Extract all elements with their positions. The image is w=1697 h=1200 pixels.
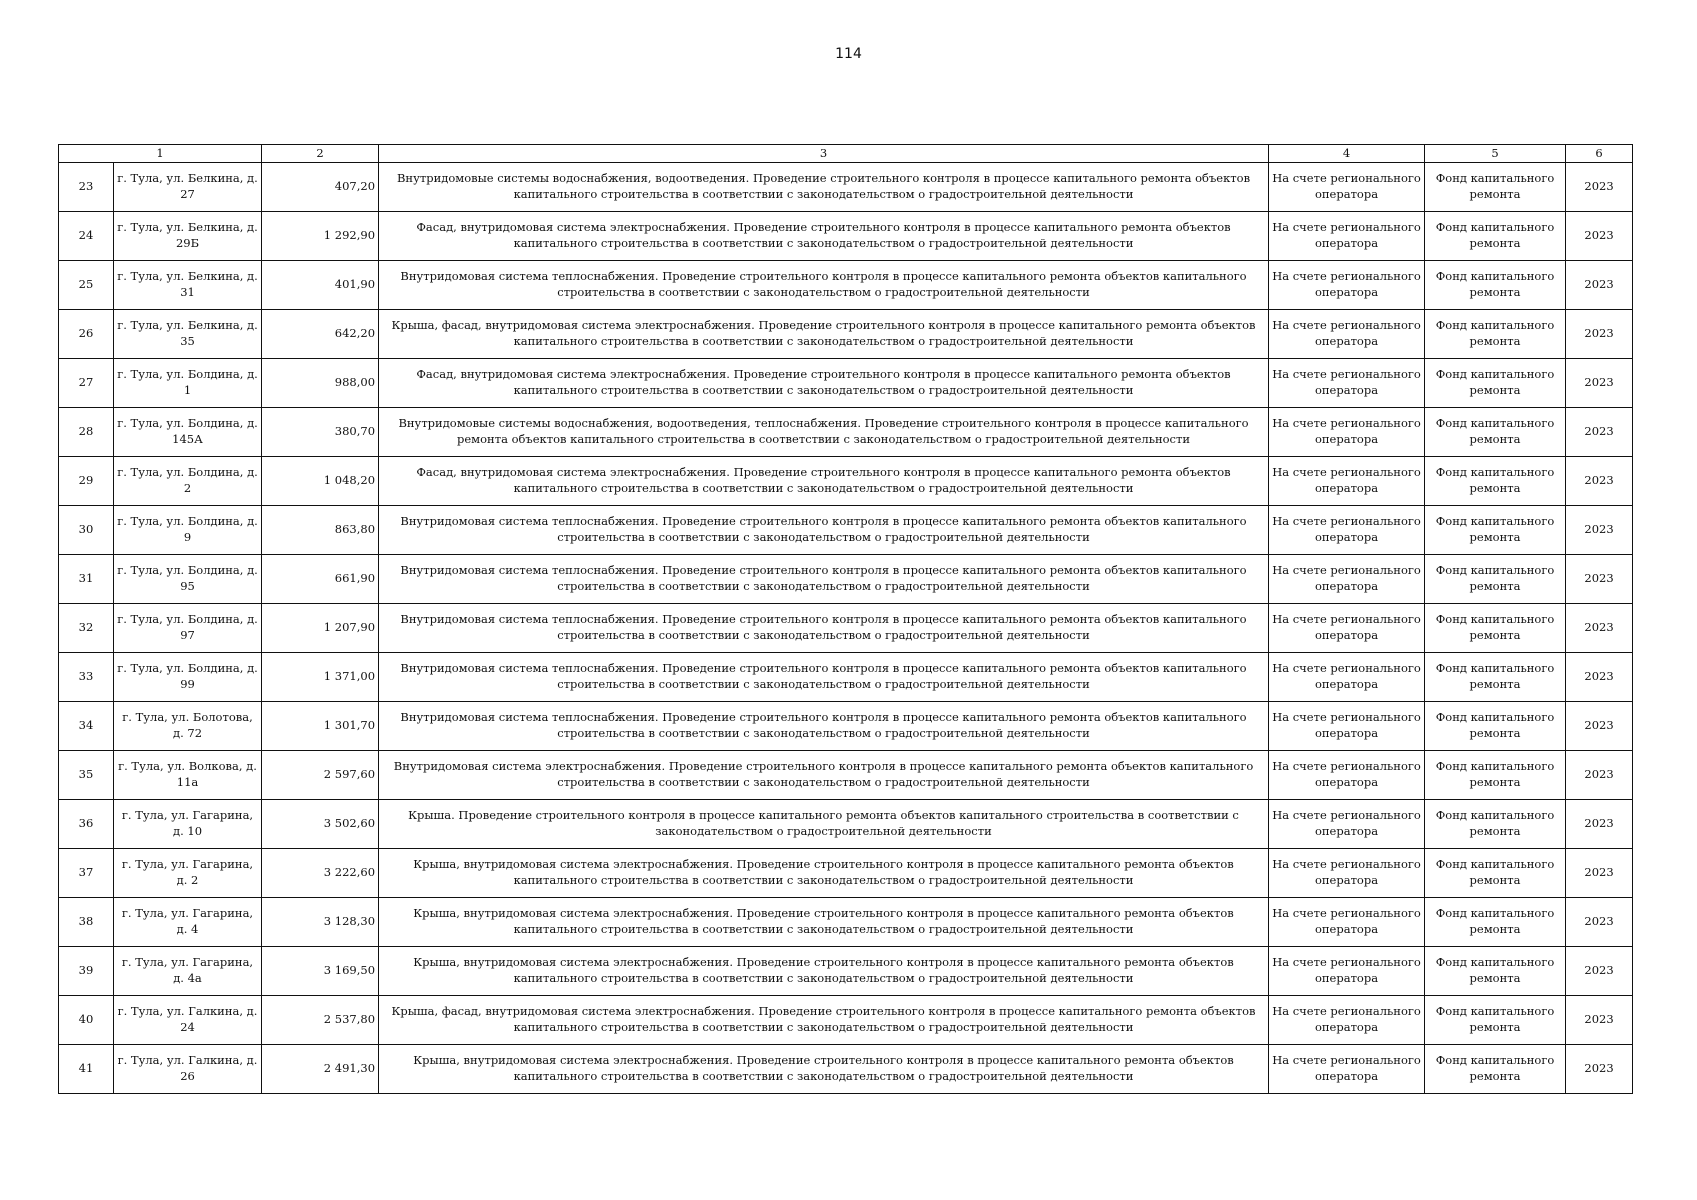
account-method-cell: На счете регионального оператора <box>1269 408 1425 457</box>
address-cell: г. Тула, ул. Болотова, д. 72 <box>114 702 262 751</box>
address-cell: г. Тула, ул. Гагарина, д. 4а <box>114 947 262 996</box>
funding-source-cell: Фонд капитального ремонта <box>1425 898 1566 947</box>
table-row <box>59 1045 1633 1094</box>
table-row <box>59 212 1633 261</box>
account-method-cell: На счете регионального оператора <box>1269 653 1425 702</box>
row-number-cell: 31 <box>59 555 114 604</box>
funding-source-cell: Фонд капитального ремонта <box>1425 1045 1566 1094</box>
row-number-cell: 32 <box>59 604 114 653</box>
row-number-cell: 41 <box>59 1045 114 1094</box>
table-row <box>59 898 1633 947</box>
table-row <box>59 408 1633 457</box>
row-number-cell: 39 <box>59 947 114 996</box>
year-cell: 2023 <box>1566 849 1633 898</box>
year-cell: 2023 <box>1566 800 1633 849</box>
repair-works-cell: Фасад, внутридомовая система электроснабжения. Проведение строительного контроля в процессе капитального ремонта объектов капитального строительства в соответствии с законодательством о градостроительной деятельности <box>379 359 1269 408</box>
area-cell: 1 371,00 <box>262 653 379 702</box>
funding-source-cell: Фонд капитального ремонта <box>1425 653 1566 702</box>
table-row <box>59 947 1633 996</box>
row-number-cell: 25 <box>59 261 114 310</box>
year-cell: 2023 <box>1566 898 1633 947</box>
area-cell: 3 128,30 <box>262 898 379 947</box>
area-cell: 3 222,60 <box>262 849 379 898</box>
address-cell: г. Тула, ул. Болдина, д. 95 <box>114 555 262 604</box>
column-number-header: 1 <box>59 145 262 163</box>
address-cell: г. Тула, ул. Галкина, д. 24 <box>114 996 262 1045</box>
year-cell: 2023 <box>1566 751 1633 800</box>
account-method-cell: На счете регионального оператора <box>1269 996 1425 1045</box>
address-cell: г. Тула, ул. Белкина, д. 31 <box>114 261 262 310</box>
area-cell: 642,20 <box>262 310 379 359</box>
year-cell: 2023 <box>1566 359 1633 408</box>
funding-source-cell: Фонд капитального ремонта <box>1425 212 1566 261</box>
table-row <box>59 800 1633 849</box>
table-row <box>59 849 1633 898</box>
account-method-cell: На счете регионального оператора <box>1269 457 1425 506</box>
repair-works-cell: Внутридомовые системы водоснабжения, водоотведения. Проведение строительного контроля в процессе капитального ремонта объектов капитального строительства в соответствии с законодательством о градостроительной деятельности <box>379 163 1269 212</box>
address-cell: г. Тула, ул. Болдина, д. 2 <box>114 457 262 506</box>
table-row <box>59 457 1633 506</box>
funding-source-cell: Фонд капитального ремонта <box>1425 555 1566 604</box>
address-cell: г. Тула, ул. Болдина, д. 99 <box>114 653 262 702</box>
account-method-cell: На счете регионального оператора <box>1269 849 1425 898</box>
area-cell: 401,90 <box>262 261 379 310</box>
address-cell: г. Тула, ул. Белкина, д. 35 <box>114 310 262 359</box>
repair-works-cell: Фасад, внутридомовая система электроснабжения. Проведение строительного контроля в процессе капитального ремонта объектов капитального строительства в соответствии с законодательством о градостроительной деятельности <box>379 457 1269 506</box>
year-cell: 2023 <box>1566 604 1633 653</box>
year-cell: 2023 <box>1566 1045 1633 1094</box>
account-method-cell: На счете регионального оператора <box>1269 212 1425 261</box>
table-row <box>59 653 1633 702</box>
repair-works-cell: Внутридомовая система электроснабжения. Проведение строительного контроля в процессе капитального ремонта объектов капитального строительства в соответствии с законодательством о градостроительной деятельности <box>379 751 1269 800</box>
column-number-header-row <box>59 145 1633 163</box>
repair-works-cell: Крыша, внутридомовая система электроснабжения. Проведение строительного контроля в процессе капитального ремонта объектов капитального строительства в соответствии с законодательством о градостроительной деятельности <box>379 1045 1269 1094</box>
funding-source-cell: Фонд капитального ремонта <box>1425 163 1566 212</box>
repair-works-cell: Фасад, внутридомовая система электроснабжения. Проведение строительного контроля в процессе капитального ремонта объектов капитального строительства в соответствии с законодательством о градостроительной деятельности <box>379 212 1269 261</box>
row-number-cell: 27 <box>59 359 114 408</box>
row-number-cell: 36 <box>59 800 114 849</box>
address-cell: г. Тула, ул. Гагарина, д. 2 <box>114 849 262 898</box>
funding-source-cell: Фонд капитального ремонта <box>1425 604 1566 653</box>
year-cell: 2023 <box>1566 408 1633 457</box>
address-cell: г. Тула, ул. Белкина, д. 29Б <box>114 212 262 261</box>
repair-works-cell: Внутридомовые системы водоснабжения, водоотведения, теплоснабжения. Проведение строительного контроля в процессе капитального ремонта объектов капитального строительства в соответствии с законодательством о градостроительной деятельности <box>379 408 1269 457</box>
address-cell: г. Тула, ул. Болдина, д. 9 <box>114 506 262 555</box>
area-cell: 407,20 <box>262 163 379 212</box>
year-cell: 2023 <box>1566 555 1633 604</box>
repair-works-cell: Крыша, фасад, внутридомовая система электроснабжения. Проведение строительного контроля в процессе капитального ремонта объектов капитального строительства в соответствии с законодательством о градостроительной деятельности <box>379 996 1269 1045</box>
repair-works-cell: Крыша, фасад, внутридомовая система электроснабжения. Проведение строительного контроля в процессе капитального ремонта объектов капитального строительства в соответствии с законодательством о градостроительной деятельности <box>379 310 1269 359</box>
funding-source-cell: Фонд капитального ремонта <box>1425 359 1566 408</box>
table-row <box>59 359 1633 408</box>
account-method-cell: На счете регионального оператора <box>1269 1045 1425 1094</box>
area-cell: 1 207,90 <box>262 604 379 653</box>
area-cell: 661,90 <box>262 555 379 604</box>
repair-register-table <box>58 144 1633 1094</box>
funding-source-cell: Фонд капитального ремонта <box>1425 702 1566 751</box>
address-cell: г. Тула, ул. Волкова, д. 11а <box>114 751 262 800</box>
row-number-cell: 38 <box>59 898 114 947</box>
area-cell: 1 292,90 <box>262 212 379 261</box>
area-cell: 1 301,70 <box>262 702 379 751</box>
row-number-cell: 26 <box>59 310 114 359</box>
row-number-cell: 30 <box>59 506 114 555</box>
area-cell: 988,00 <box>262 359 379 408</box>
year-cell: 2023 <box>1566 310 1633 359</box>
area-cell: 380,70 <box>262 408 379 457</box>
row-number-cell: 35 <box>59 751 114 800</box>
area-cell: 1 048,20 <box>262 457 379 506</box>
area-cell: 2 537,80 <box>262 996 379 1045</box>
address-cell: г. Тула, ул. Гагарина, д. 10 <box>114 800 262 849</box>
funding-source-cell: Фонд капитального ремонта <box>1425 261 1566 310</box>
funding-source-cell: Фонд капитального ремонта <box>1425 947 1566 996</box>
address-cell: г. Тула, ул. Болдина, д. 97 <box>114 604 262 653</box>
row-number-cell: 29 <box>59 457 114 506</box>
year-cell: 2023 <box>1566 996 1633 1045</box>
account-method-cell: На счете регионального оператора <box>1269 163 1425 212</box>
address-cell: г. Тула, ул. Болдина, д. 145А <box>114 408 262 457</box>
area-cell: 863,80 <box>262 506 379 555</box>
account-method-cell: На счете регионального оператора <box>1269 261 1425 310</box>
repair-works-cell: Внутридомовая система теплоснабжения. Проведение строительного контроля в процессе капитального ремонта объектов капитального строительства в соответствии с законодательством о градостроительной деятельности <box>379 604 1269 653</box>
row-number-cell: 40 <box>59 996 114 1045</box>
year-cell: 2023 <box>1566 947 1633 996</box>
table-row <box>59 751 1633 800</box>
table-row <box>59 555 1633 604</box>
table-row <box>59 163 1633 212</box>
funding-source-cell: Фонд капитального ремонта <box>1425 506 1566 555</box>
account-method-cell: На счете регионального оператора <box>1269 898 1425 947</box>
year-cell: 2023 <box>1566 653 1633 702</box>
row-number-cell: 33 <box>59 653 114 702</box>
area-cell: 3 502,60 <box>262 800 379 849</box>
account-method-cell: На счете регионального оператора <box>1269 310 1425 359</box>
funding-source-cell: Фонд капитального ремонта <box>1425 800 1566 849</box>
funding-source-cell: Фонд капитального ремонта <box>1425 751 1566 800</box>
table-row <box>59 261 1633 310</box>
account-method-cell: На счете регионального оператора <box>1269 555 1425 604</box>
row-number-cell: 24 <box>59 212 114 261</box>
funding-source-cell: Фонд капитального ремонта <box>1425 310 1566 359</box>
table-row <box>59 604 1633 653</box>
repair-works-cell: Крыша. Проведение строительного контроля в процессе капитального ремонта объектов капитального строительства в соответствии с законодательством о градостроительной деятельности <box>379 800 1269 849</box>
repair-works-cell: Внутридомовая система теплоснабжения. Проведение строительного контроля в процессе капитального ремонта объектов капитального строительства в соответствии с законодательством о градостроительной деятельности <box>379 653 1269 702</box>
year-cell: 2023 <box>1566 261 1633 310</box>
address-cell: г. Тула, ул. Гагарина, д. 4 <box>114 898 262 947</box>
account-method-cell: На счете регионального оператора <box>1269 702 1425 751</box>
account-method-cell: На счете регионального оператора <box>1269 947 1425 996</box>
repair-works-cell: Крыша, внутридомовая система электроснабжения. Проведение строительного контроля в процессе капитального ремонта объектов капитального строительства в соответствии с законодательством о градостроительной деятельности <box>379 898 1269 947</box>
page-number: 114 <box>835 46 862 62</box>
address-cell: г. Тула, ул. Белкина, д. 27 <box>114 163 262 212</box>
address-cell: г. Тула, ул. Галкина, д. 26 <box>114 1045 262 1094</box>
year-cell: 2023 <box>1566 457 1633 506</box>
year-cell: 2023 <box>1566 212 1633 261</box>
repair-works-cell: Крыша, внутридомовая система электроснабжения. Проведение строительного контроля в процессе капитального ремонта объектов капитального строительства в соответствии с законодательством о градостроительной деятельности <box>379 947 1269 996</box>
funding-source-cell: Фонд капитального ремонта <box>1425 408 1566 457</box>
table-row <box>59 310 1633 359</box>
area-cell: 2 597,60 <box>262 751 379 800</box>
column-number-header: 3 <box>379 145 1269 163</box>
repair-works-cell: Внутридомовая система теплоснабжения. Проведение строительного контроля в процессе капитального ремонта объектов капитального строительства в соответствии с законодательством о градостроительной деятельности <box>379 702 1269 751</box>
year-cell: 2023 <box>1566 506 1633 555</box>
account-method-cell: На счете регионального оператора <box>1269 604 1425 653</box>
account-method-cell: На счете регионального оператора <box>1269 506 1425 555</box>
row-number-cell: 37 <box>59 849 114 898</box>
table-row <box>59 996 1633 1045</box>
funding-source-cell: Фонд капитального ремонта <box>1425 849 1566 898</box>
account-method-cell: На счете регионального оператора <box>1269 800 1425 849</box>
column-number-header: 4 <box>1269 145 1425 163</box>
column-number-header: 5 <box>1425 145 1566 163</box>
table-row <box>59 702 1633 751</box>
funding-source-cell: Фонд капитального ремонта <box>1425 996 1566 1045</box>
repair-works-cell: Крыша, внутридомовая система электроснабжения. Проведение строительного контроля в процессе капитального ремонта объектов капитального строительства в соответствии с законодательством о градостроительной деятельности <box>379 849 1269 898</box>
repair-works-cell: Внутридомовая система теплоснабжения. Проведение строительного контроля в процессе капитального ремонта объектов капитального строительства в соответствии с законодательством о градостроительной деятельности <box>379 555 1269 604</box>
year-cell: 2023 <box>1566 702 1633 751</box>
column-number-header: 2 <box>262 145 379 163</box>
row-number-cell: 23 <box>59 163 114 212</box>
row-number-cell: 34 <box>59 702 114 751</box>
repair-works-cell: Внутридомовая система теплоснабжения. Проведение строительного контроля в процессе капитального ремонта объектов капитального строительства в соответствии с законодательством о градостроительной деятельности <box>379 261 1269 310</box>
account-method-cell: На счете регионального оператора <box>1269 359 1425 408</box>
repair-works-cell: Внутридомовая система теплоснабжения. Проведение строительного контроля в процессе капитального ремонта объектов капитального строительства в соответствии с законодательством о градостроительной деятельности <box>379 506 1269 555</box>
table-row <box>59 506 1633 555</box>
row-number-cell: 28 <box>59 408 114 457</box>
address-cell: г. Тула, ул. Болдина, д. 1 <box>114 359 262 408</box>
area-cell: 2 491,30 <box>262 1045 379 1094</box>
year-cell: 2023 <box>1566 163 1633 212</box>
funding-source-cell: Фонд капитального ремонта <box>1425 457 1566 506</box>
column-number-header: 6 <box>1566 145 1633 163</box>
area-cell: 3 169,50 <box>262 947 379 996</box>
account-method-cell: На счете регионального оператора <box>1269 751 1425 800</box>
